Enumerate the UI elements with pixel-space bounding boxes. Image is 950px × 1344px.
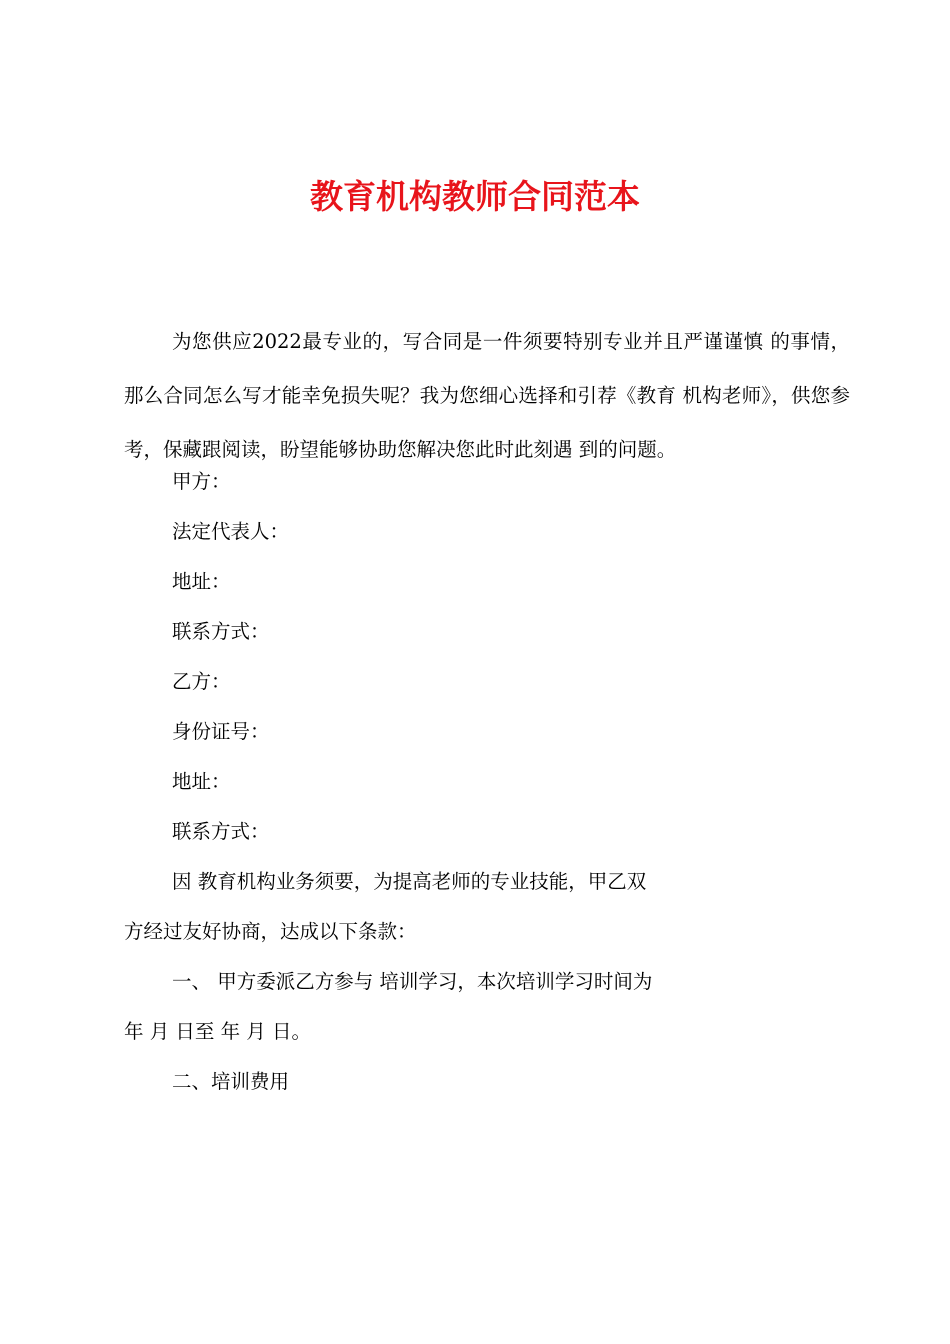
id-number-label: 身份证号：	[172, 720, 270, 743]
clause-1-line-2: 年 月 日至 年 月 日。	[124, 1020, 311, 1043]
party-a-label: 甲方：	[172, 470, 231, 493]
party-b-contact-label: 联系方式：	[172, 820, 270, 843]
party-b-label: 乙方：	[172, 670, 231, 693]
clause-1-line-1: 一、 甲方委派乙方参与 培训学习，本次培训学习时间为	[172, 970, 653, 993]
reason-line-2: 方经过友好协商，达成以下条款：	[124, 920, 417, 943]
party-a-contact-label: 联系方式：	[172, 620, 270, 643]
party-b-address-label: 地址：	[172, 770, 231, 793]
document-title: 教育机构教师合同范本	[310, 177, 640, 216]
reason-line-1: 因 教育机构业务须要，为提高老师的专业技能，甲乙双	[172, 870, 647, 893]
party-a-address-label: 地址：	[172, 570, 231, 593]
intro-paragraph: 为您供应2022最专业的，写合同是一件须要特别专业并且严谨谨慎 的事情，那么合同怎么写才能幸免损失呢？我为您细心选择和引荐《教育 机构老师》，供您参考，保藏跟阅读，盼望能够协助您解决您此时此刻遇 到的问题。	[124, 330, 850, 461]
clause-2-title: 二、培训费用	[172, 1070, 290, 1093]
legal-representative-label: 法定代表人：	[172, 520, 290, 543]
